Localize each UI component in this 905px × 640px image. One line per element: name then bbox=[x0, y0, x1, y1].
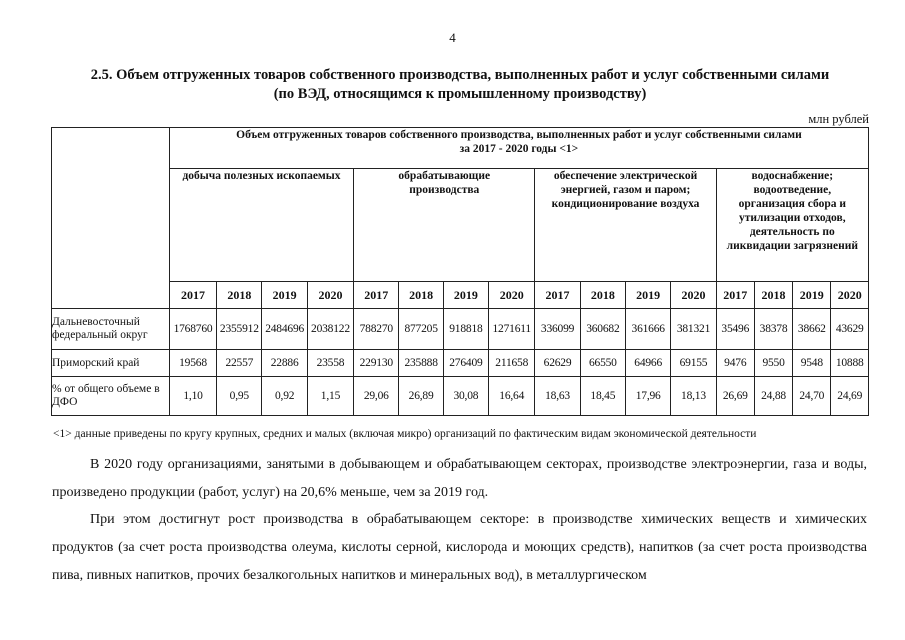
year-header-row bbox=[52, 282, 869, 309]
table-cell: 276409 bbox=[443, 350, 488, 377]
table-cell: 211658 bbox=[489, 350, 535, 377]
table-cell: 1,15 bbox=[307, 377, 353, 416]
table-corner-cell bbox=[52, 128, 170, 309]
table-cell: 9476 bbox=[716, 350, 754, 377]
table-row bbox=[52, 350, 869, 377]
year-header: 2018 bbox=[217, 282, 262, 309]
table-cell: 22557 bbox=[217, 350, 262, 377]
year-header: 2020 bbox=[831, 282, 869, 309]
table-row bbox=[52, 309, 869, 350]
page-number: 4 bbox=[449, 30, 456, 45]
table-cell: 1271611 bbox=[489, 309, 535, 350]
table-cell: 2038122 bbox=[307, 309, 353, 350]
table-cell: 24,69 bbox=[831, 377, 869, 416]
year-header: 2017 bbox=[169, 282, 216, 309]
table-cell: 1,10 bbox=[169, 377, 216, 416]
table-cell: 29,06 bbox=[354, 377, 399, 416]
year-header: 2019 bbox=[793, 282, 831, 309]
year-header: 2019 bbox=[626, 282, 671, 309]
row-label: Дальневосточный федеральный округ bbox=[52, 309, 170, 350]
year-header: 2017 bbox=[535, 282, 580, 309]
table-cell: 23558 bbox=[307, 350, 353, 377]
table-cell: 22886 bbox=[262, 350, 307, 377]
row-label: % от общего объеме в ДФО bbox=[52, 377, 170, 416]
year-header: 2019 bbox=[443, 282, 488, 309]
table-cell: 17,96 bbox=[626, 377, 671, 416]
table-cell: 26,89 bbox=[399, 377, 443, 416]
table-cell: 16,64 bbox=[489, 377, 535, 416]
table-cell: 361666 bbox=[626, 309, 671, 350]
year-header: 2017 bbox=[354, 282, 399, 309]
main-header-line-1: Объем отгруженных товаров собственного производства, выполненных работ и услуг собственными силами bbox=[236, 129, 802, 141]
table-cell: 24,88 bbox=[754, 377, 792, 416]
table-cell: 18,63 bbox=[535, 377, 580, 416]
units-label: млн рублей bbox=[808, 112, 869, 126]
table-cell: 235888 bbox=[399, 350, 443, 377]
table-cell: 918818 bbox=[443, 309, 488, 350]
table-cell: 66550 bbox=[580, 350, 625, 377]
paragraph: В 2020 году организациями, занятыми в добывающем и обрабатывающем секторах, производстве электроэнергии, газа и воды, произведено продукции (работ, услуг) на 20,6% меньше, чем за 2019 год. bbox=[52, 457, 867, 500]
paragraph: При этом достигнут рост производства в обрабатывающем секторе: в производстве химических веществ и химических продуктов (за счет роста производства олеума, кислоты серной, кислорода и моющих средств), напитков (за счет роста производства пива, пивных напитков, прочих безалкогольных напитков и минеральных вод), в металлургическом bbox=[52, 512, 867, 583]
table-cell: 877205 bbox=[399, 309, 443, 350]
table-cell: 62629 bbox=[535, 350, 580, 377]
table-cell: 229130 bbox=[354, 350, 399, 377]
title-line-2: (по ВЭД, относящимся к промышленному производству) bbox=[273, 86, 647, 102]
table-cell: 30,08 bbox=[443, 377, 488, 416]
year-header: 2018 bbox=[754, 282, 792, 309]
table-cell: 10888 bbox=[831, 350, 869, 377]
table-cell: 38378 bbox=[754, 309, 792, 350]
table-cell: 19568 bbox=[169, 350, 216, 377]
table-cell: 38662 bbox=[793, 309, 831, 350]
table-cell: 2484696 bbox=[262, 309, 307, 350]
table-cell: 64966 bbox=[626, 350, 671, 377]
row-label: Приморский край bbox=[52, 350, 170, 377]
table-cell: 24,70 bbox=[793, 377, 831, 416]
year-header: 2018 bbox=[399, 282, 443, 309]
table-cell: 336099 bbox=[535, 309, 580, 350]
year-header: 2017 bbox=[716, 282, 754, 309]
category-header-mining: добыча полезных ископаемых bbox=[169, 169, 353, 282]
table-cell: 26,69 bbox=[716, 377, 754, 416]
category-header-water: водоснабжение; водоотведение, организация сбора и утилизации отходов, деятельность по ликвидации загрязнений bbox=[716, 169, 868, 282]
year-header: 2020 bbox=[489, 282, 535, 309]
table-cell: 2355912 bbox=[217, 309, 262, 350]
table-cell: 0,95 bbox=[217, 377, 262, 416]
category-header-energy: обеспечение электрической энергией, газом и паром; кондиционирование воздуха bbox=[535, 169, 716, 282]
table-cell: 0,92 bbox=[262, 377, 307, 416]
table-row bbox=[52, 377, 869, 416]
year-header: 2020 bbox=[307, 282, 353, 309]
table-cell: 43629 bbox=[831, 309, 869, 350]
table-footnote: <1> данные приведены по кругу крупных, средних и малых (включая микро) организаций по фактическим видам экономической деятельности bbox=[53, 428, 757, 440]
table-cell: 18,45 bbox=[580, 377, 625, 416]
year-header: 2020 bbox=[671, 282, 716, 309]
table-cell: 360682 bbox=[580, 309, 625, 350]
table-cell: 69155 bbox=[671, 350, 716, 377]
table-cell: 9548 bbox=[793, 350, 831, 377]
table-cell: 381321 bbox=[671, 309, 716, 350]
table-cell: 35496 bbox=[716, 309, 754, 350]
shipment-table bbox=[51, 127, 869, 416]
year-header: 2019 bbox=[262, 282, 307, 309]
table-cell: 1768760 bbox=[169, 309, 216, 350]
table-main-header bbox=[169, 128, 868, 169]
table-cell: 9550 bbox=[754, 350, 792, 377]
category-header-manufacturing: обрабатывающие производства bbox=[354, 169, 535, 282]
table-cell: 18,13 bbox=[671, 377, 716, 416]
table-cell: 788270 bbox=[354, 309, 399, 350]
page-title bbox=[60, 66, 860, 104]
main-header-line-2: за 2017 - 2020 годы <1> bbox=[459, 143, 579, 155]
title-line-1: 2.5. Объем отгруженных товаров собственного производства, выполненных работ и услуг собственными силами bbox=[90, 67, 830, 83]
year-header: 2018 bbox=[580, 282, 625, 309]
